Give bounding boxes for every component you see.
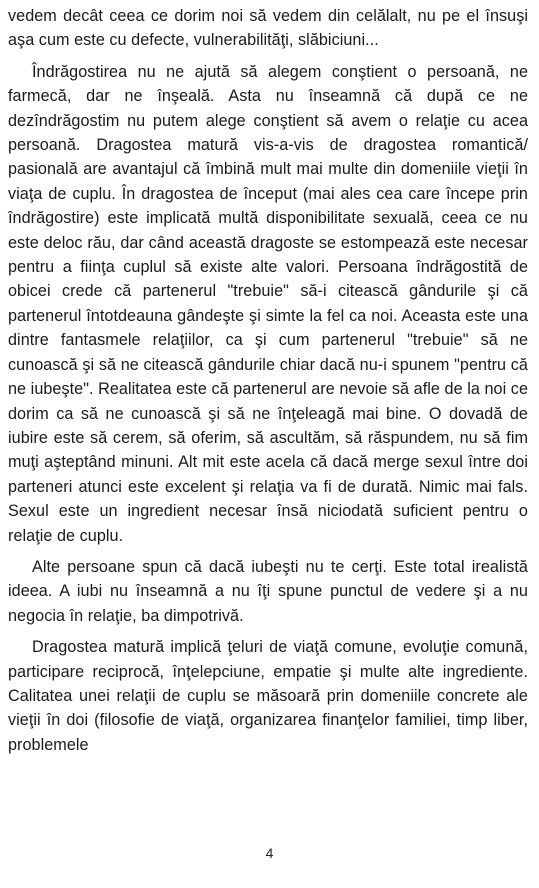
paragraph-continued: vedem decât ceea ce dorim noi să vedem din celălalt, nu pe el însuşi aşa cum este cu defecte, vulnerabilităţi, slăbiciuni... [8,7,528,50]
page-body [8,4,528,764]
paragraph-mature-love: Dragostea matură implică ţeluri de viaţă comune, evoluţie comună, participare reciprocă, înţelepciune, empatie şi multe alte ingrediente. Calitatea unei relaţii de cuplu se măsoară prin domeniile concrete ale vieţii în doi (filosofie de viaţă, organizarea finanţelor familiei, timp liber, problemele [8,638,528,754]
page-number: 4 [265,845,274,861]
paragraph-arguing: Alte persoane spun că dacă iubeşti nu te cerţi. Este total irealistă ideea. A iubi nu înseamnă a nu îţi spune punctul de vedere şi a nu negocia în relaţie, ba dimpotrivă. [8,557,528,625]
paragraph-infatuation: Îndrăgostirea nu ne ajută să alegem conştient o persoană, ne farmecă, dar ne înşeală. Asta nu înseamnă că după ce ne dezîndrăgostim nu putem alege conştient să avem o relaţie cu acea persoană. Dragostea matură vis-a-vis de dragostea romantică/ pasională are avantajul că îmbină mult mai multe din domeniile vieţii în viaţa de cuplu. În dragostea de început (mai ales cea care începe prin îndrăgostire) este implicată multă disponibilitate sexuală, ceea ce nu este deloc rău, dar când această dragoste se estompează este necesar pentru a fiinţa cuplul să existe alte valori. Persoana îndrăgostită de obicei crede că partenerul "trebuie" să-i citească gândurile şi că partenerul întotdeauna gândeşte şi simte la fel ca noi. Aceasta este una dintre fantasmele relaţiilor, ca şi cum partenerul "trebuie" să ne cunoască şi să ne citească gândurile chiar dacă nu-i spunem "pentru că ne iubeşte". Realitatea este că partenerul are nevoie să afle de la noi ce dorim ca să ne cunoască şi să ne înţeleagă mai bine. O dovadă de iubire este să cerem, să oferim, să ascultăm, să răspundem, nu să fim muţi aşteptând minuni. Alt mit este acela că dacă merge sexul între doi parteneri atunci este excelent şi relaţia va fi de durată. Nimic mai fals. Sexul este un ingredient necesar însă niciodată suficient pentru o relaţie de cuplu. [8,62,528,545]
